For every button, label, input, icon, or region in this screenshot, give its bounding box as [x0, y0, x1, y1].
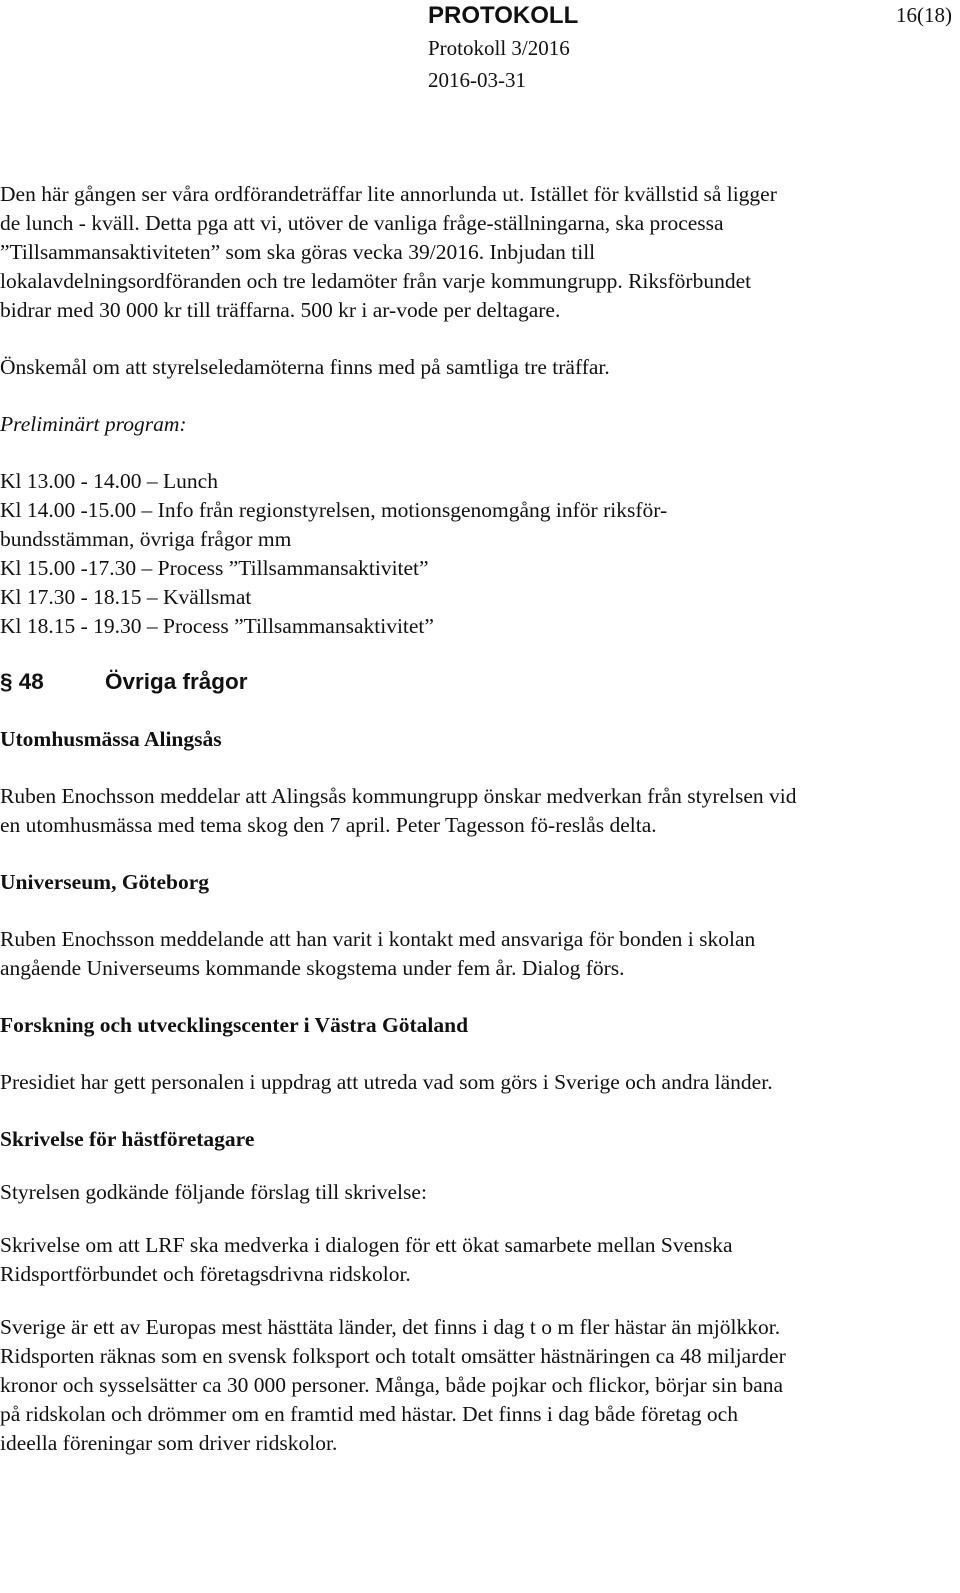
topic-heading: Skrivelse för hästföretagare [0, 1127, 255, 1151]
topic-heading: Forskning och utvecklingscenter i Västra Götaland [0, 1013, 469, 1037]
program-item: Kl 13.00 - 14.00 – Lunch [0, 469, 218, 493]
section-heading [0, 667, 800, 697]
topic-text: Ruben Enochsson meddelande att han varit i kontakt med ansvariga för bonden i skolan angående Universeums kommande skogstema under fem år. Dialog förs. [0, 927, 756, 980]
document-title: PROTOKOLL [428, 2, 579, 29]
program-item: Kl 17.30 - 18.15 – Kvällsmat [0, 585, 252, 609]
topic-text: Skrivelse om att LRF ska medverka i dialogen för ett ökat samarbete mellan Svenska Ridsportförbundet och företagsdrivna ridskolor. [0, 1233, 733, 1286]
protocol-date: 2016-03-31 [428, 68, 526, 92]
topic-text: Ruben Enochsson meddelar att Alingsås kommungrupp önskar medverkan från styrelsen vid en utomhusmässa med tema skog den 7 april. Peter Tagesson fö-reslås delta. [0, 784, 797, 837]
intro-paragraph: Den här gången ser våra ordförandeträffar lite annorlunda ut. Istället för kvällstid så ligger de lunch - kväll. Detta pga att vi, utöver de vanliga fråge-ställningarna, ska processa ”Tillsammansaktiviteten” som ska göras vecka 39/2016. Inbjudan till lokalavdelningsordföranden och tre ledamöter från varje kommungrupp. Riksförbundet bidrar med 30 000 kr till träffarna. 500 kr i ar-vode per deltagare. [0, 182, 777, 322]
program-item: Kl 15.00 -17.30 – Process ”Tillsammansaktivitet” [0, 556, 429, 580]
program-item: Kl 18.15 - 19.30 – Process ”Tillsammansaktivitet” [0, 614, 434, 638]
program-label: Preliminärt program: [0, 412, 187, 436]
topic-heading: Utomhusmässa Alingsås [0, 727, 222, 751]
section-title: Övriga frågor [105, 669, 248, 694]
topic-text: Styrelsen godkände följande förslag till skrivelse: [0, 1180, 427, 1204]
topic-text: Presidiet har gett personalen i uppdrag att utreda vad som görs i Sverige och andra länder. [0, 1070, 773, 1094]
program-list [0, 467, 800, 641]
topic-text: Sverige är ett av Europas mest hästtäta länder, det finns i dag t o m fler hästar än mjölkkor. Ridsporten räknas som en svensk folksport och totalt omsätter hästnäringen ca 48 miljarder kronor och sysselsätter ca 30 000 personer. Många, både pojkar och flickor, börjar sin bana på ridskolan och drömmer om en framtid med hästar. Det finns i dag både företag och ideella föreningar som driver ridskolor. [0, 1315, 786, 1455]
wish-paragraph: Önskemål om att styrelseledamöterna finns med på samtliga tre träffar. [0, 355, 610, 379]
page-number: 16(18) [896, 3, 952, 27]
section-number: § 48 [0, 669, 44, 694]
topic-heading: Universeum, Göteborg [0, 870, 209, 894]
program-item: Kl 14.00 -15.00 – Info från regionstyrelsen, motionsgenomgång inför riksför-bundsstämman, övriga frågor mm [0, 498, 668, 551]
document-body [0, 180, 800, 1458]
protocol-number: Protokoll 3/2016 [428, 36, 570, 60]
